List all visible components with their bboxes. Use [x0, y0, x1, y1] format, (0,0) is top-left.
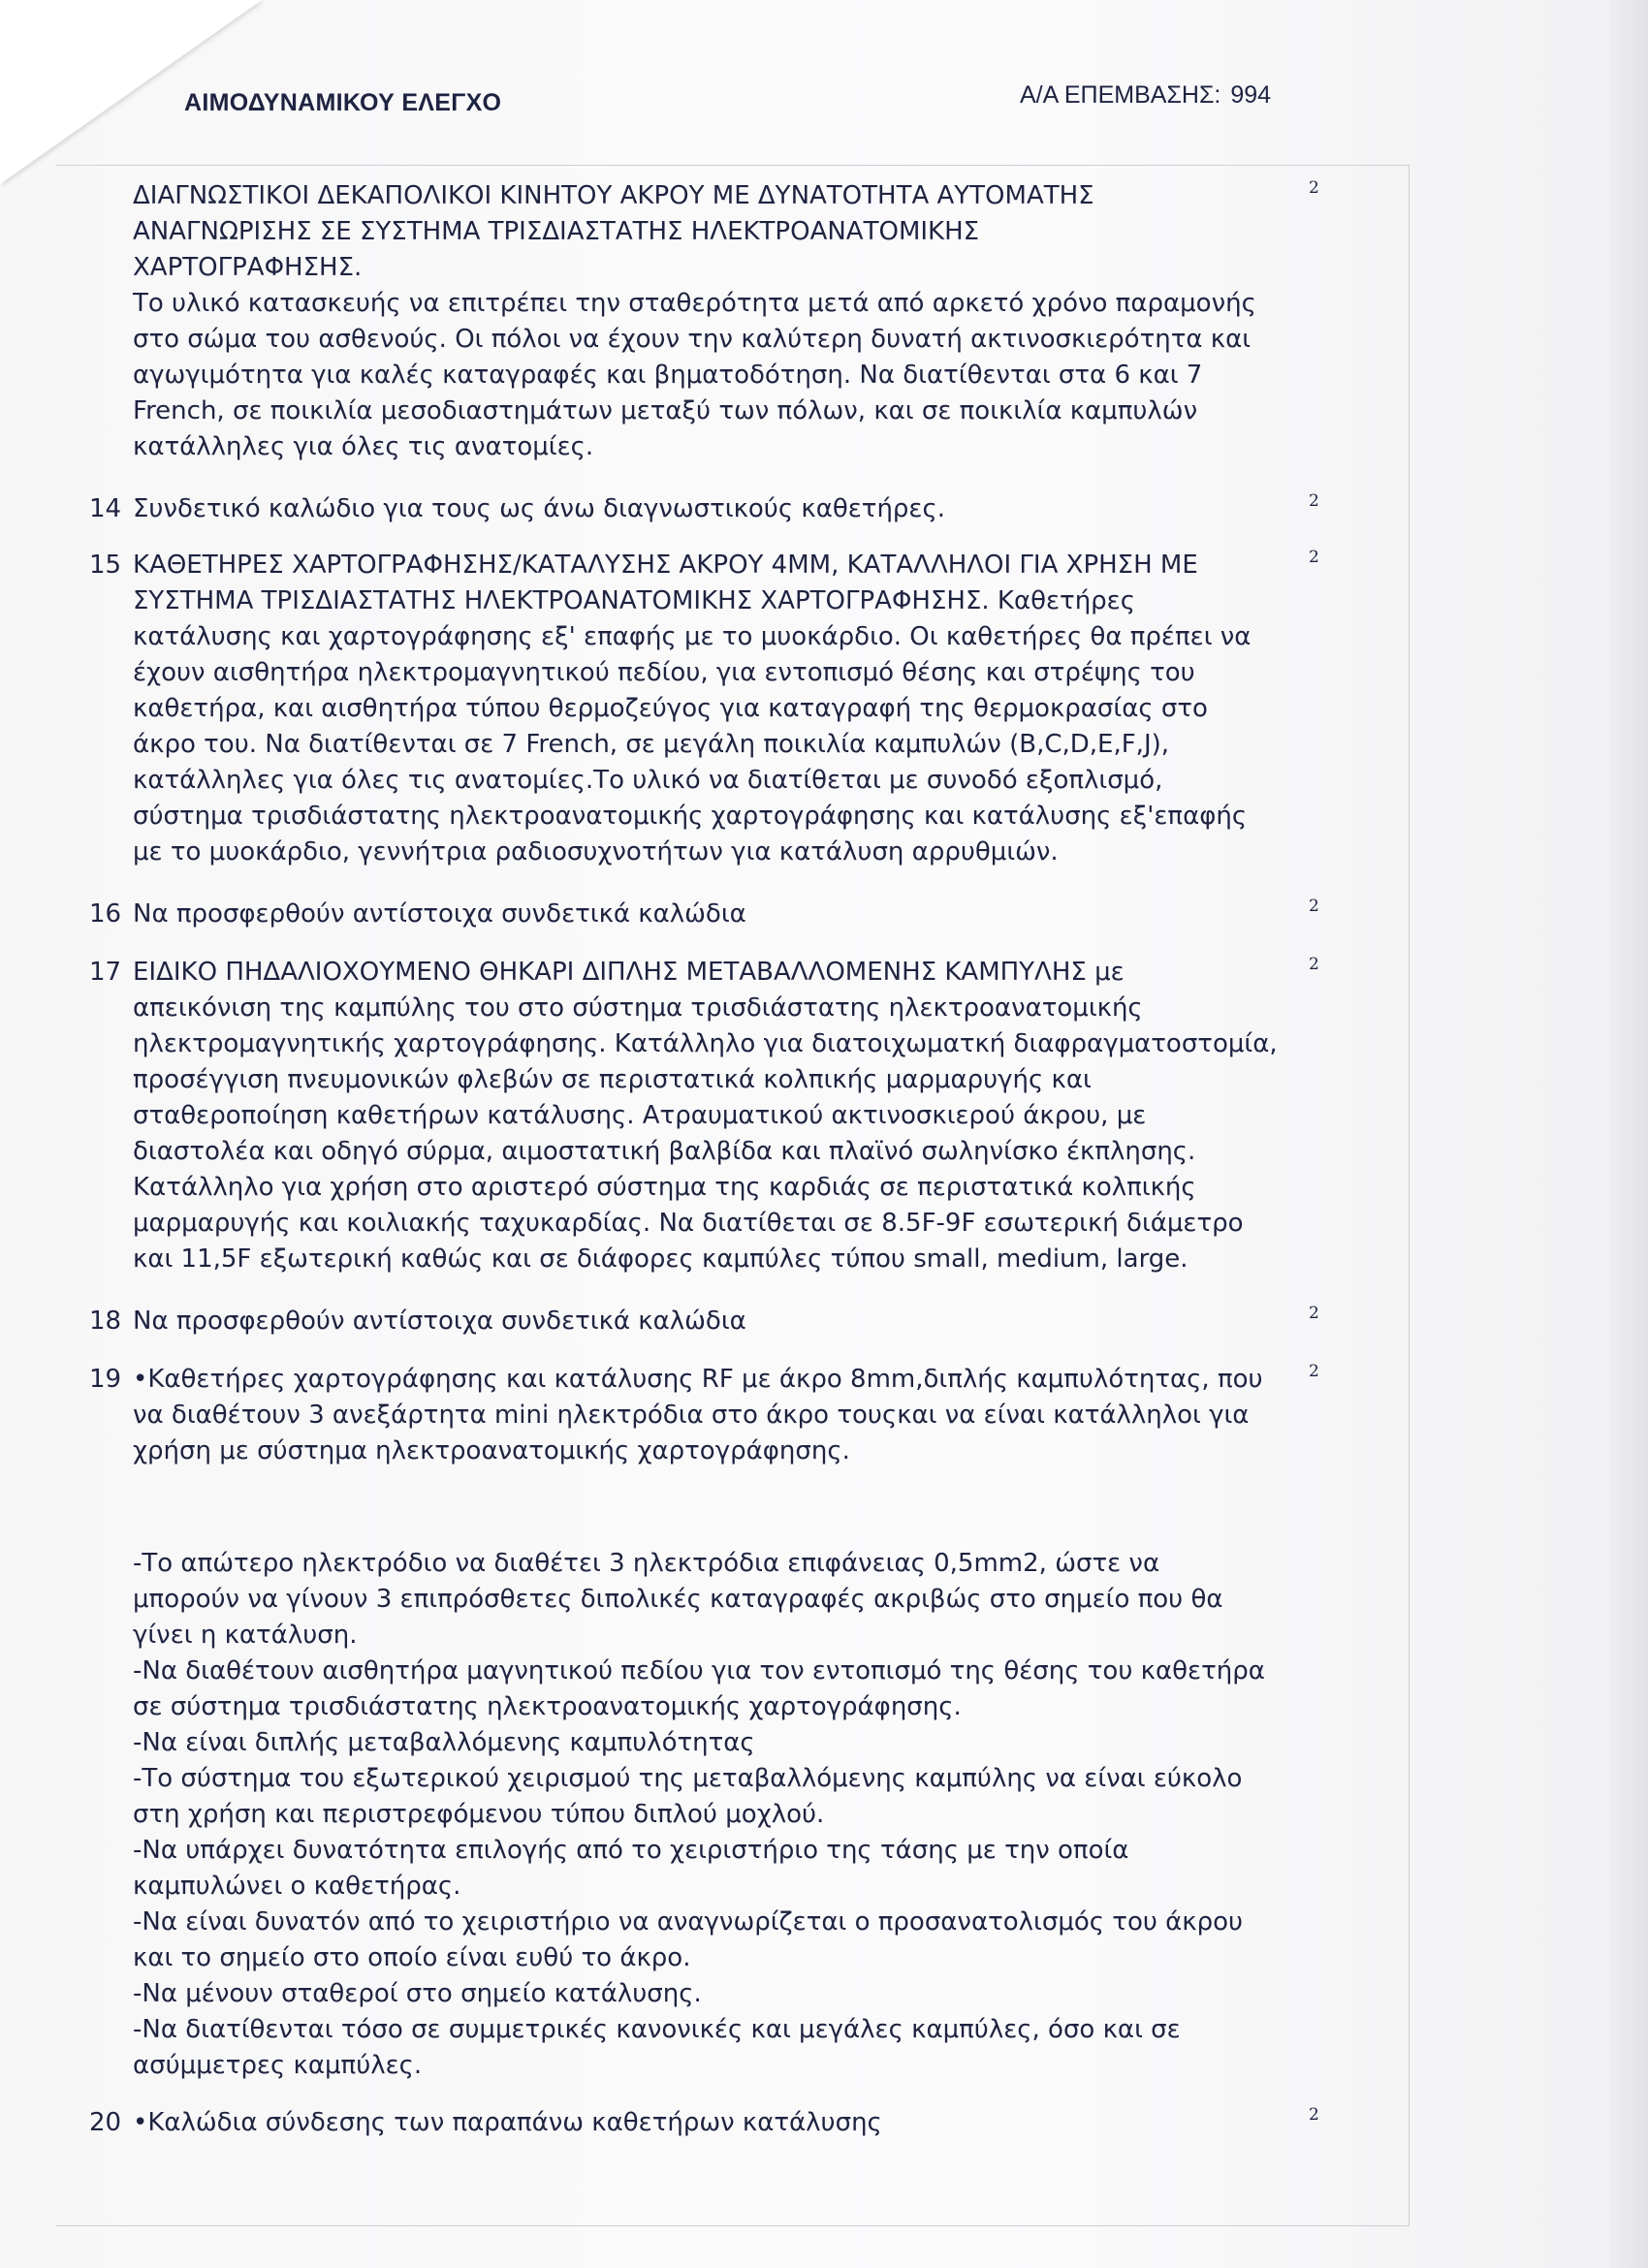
description-line: με το μυοκάρδιο, γεννήτρια ραδιοσυχνοτήτων για κατάλυση αρρυθμιών.: [133, 837, 1059, 866]
description-line: γίνει η κατάλυση.: [133, 1621, 358, 1650]
item-description: [133, 1362, 1306, 1469]
item-number: 18: [89, 1307, 122, 1336]
description-line: και το σημείο στο οποίο είναι ευθύ το άκρο.: [133, 1943, 691, 1972]
description-line: καθετήρα, και αισθητήρα τύπου θερμοζεύγος για καταγραφή της θερμοκρασίας στο: [133, 694, 1208, 723]
description-line: καμπυλώνει ο καθετήρας.: [133, 1872, 461, 1901]
item-quantity: 2: [1309, 178, 1319, 198]
description-line: -Να είναι διπλής μεταβαλλόμενης καμπυλότητας: [133, 1728, 755, 1757]
item-description: [133, 1304, 1306, 1339]
description-line: ηλεκτρομαγνητικής χαρτογράφησης. Κατάλληλο για διατοιχωματκή διαφραγματοστομία,: [133, 1029, 1278, 1058]
description-line: σε σύστημα τρισδιάστατης ηλεκτροανατομικής χαρτογράφησης.: [133, 1692, 962, 1721]
description-line: -Να μένουν σταθεροί στο σημείο κατάλυσης.: [133, 1979, 702, 2008]
item-quantity: 2: [1309, 491, 1319, 511]
item-description: [133, 955, 1306, 1277]
description-line: ΕΙΔΙΚΟ ΠΗΔΑΛΙΟΧΟΥΜΕΝΟ ΘΗΚΑΡΙ ΔΙΠΛΗΣ ΜΕΤΑΒΑΛΛΟΜΕΝΗΣ ΚΑΜΠΥΛΗΣ με: [133, 958, 1125, 987]
header-ref-value: 994: [1230, 81, 1272, 109]
description-line: αγωγιμότητα για καλές καταγραφές και βηματοδότηση. Να διατίθενται στα 6 και 7: [133, 361, 1203, 390]
description-line: σταθεροποίηση καθετήρων κατάλυσης. Ατραυματικού ακτινοσκιερού άκρου, με: [133, 1101, 1147, 1130]
description-line: -Το απώτερο ηλεκτρόδιο να διαθέτει 3 ηλεκτρόδια επιφάνειας 0,5mm2, ώστε να: [133, 1549, 1160, 1578]
item-description: [133, 178, 1306, 465]
item-number: 17: [89, 958, 122, 987]
description-line: -Να είναι δυνατόν από το χειριστήριο να αναγνωρίζεται ο προσανατολισμός του άκρου: [133, 1907, 1244, 1937]
item-quantity: 2: [1309, 1304, 1319, 1323]
description-line: ΑΝΑΓΝΩΡΙΣΗΣ ΣΕ ΣΥΣΤΗΜΑ ΤΡΙΣΔΙΑΣΤΑΤΗΣ ΗΛΕΚΤΡΟΑΝΑΤΟΜΙΚΗΣ: [133, 217, 980, 246]
item-number: 14: [89, 494, 122, 523]
item-quantity: 2: [1309, 1362, 1319, 1381]
item-number: 20: [89, 2108, 122, 2137]
description-line: προσέγγιση πνευμονικών φλεβών σε περιστατικά κολπικής μαρμαρυγής και: [133, 1065, 1092, 1094]
header-ref: [1020, 81, 1271, 110]
description-line: ΣΥΣΤΗΜΑ ΤΡΙΣΔΙΑΣΤΑΤΗΣ ΗΛΕΚΤΡΟΑΝΑΤΟΜΙΚΗΣ ΧΑΡΤΟΓΡΑΦΗΣΗΣ. Καθετήρες: [133, 586, 1135, 615]
description-line: κατάλληλες για όλες τις ανατομίες.: [133, 432, 594, 461]
item-quantity: 2: [1309, 897, 1319, 916]
description-line: σύστημα τρισδιάστατης ηλεκτροανατομικής χαρτογράφησης και κατάλυσης εξ'επαφής: [133, 802, 1248, 831]
description-line: Να προσφερθούν αντίστοιχα συνδετικά καλώδια: [133, 899, 746, 929]
description-line: κατάλυσης και χαρτογράφησης εξ' επαφής με το μυοκάρδιο. Οι καθετήρες θα πρέπει να: [133, 622, 1252, 651]
description-line: κατάλληλες για όλες τις ανατομίες.Το υλικό να διατίθεται με συνοδό εξοπλισμό,: [133, 766, 1163, 795]
description-line: French, σε ποικιλία μεσοδιαστημάτων μεταξύ των πόλων, και σε ποικιλία καμπυλών: [133, 396, 1198, 425]
description-line: και 11,5F εξωτερική καθώς και σε διάφορες καμπύλες τύπου small, medium, large.: [133, 1244, 1188, 1274]
item-description: [133, 897, 1306, 932]
description-line: χρήση με σύστημα ηλεκτροανατομικής χαρτογράφησης.: [133, 1436, 850, 1465]
description-line: -Να διατίθενται τόσο σε συμμετρικές κανονικές και μεγάλες καμπύλες, όσο και σε: [133, 2015, 1181, 2044]
description-line: Κατάλληλο για χρήση στο αριστερό σύστημα της καρδιάς σε περιστατικά κολπικής: [133, 1173, 1196, 1202]
description-line: να διαθέτουν 3 ανεξάρτητα mini ηλεκτρόδια στο άκρο τουςκαι να είναι κατάλληλοι για: [133, 1401, 1250, 1430]
header-ref-label: Α/Α ΕΠΕΜΒΑΣΗΣ:: [1020, 81, 1221, 109]
description-line: άκρο του. Να διατίθενται σε 7 French, σε μεγάλη ποικιλία καμπυλών (B,C,D,E,F,J),: [133, 730, 1170, 759]
item-quantity: 2: [1309, 548, 1319, 567]
item-description: [133, 491, 1306, 527]
description-line: -Να υπάρχει δυνατότητα επιλογής από το χειριστήριο της τάσης με την οποία: [133, 1836, 1129, 1865]
description-line: στη χρήση και περιστρεφόμενου τύπου διπλού μοχλού.: [133, 1800, 825, 1829]
description-line: Συνδετικό καλώδιο για τους ως άνω διαγνωστικούς καθετήρες.: [133, 494, 946, 523]
description-line: •Καλώδια σύνδεσης των παραπάνω καθετήρων κατάλυσης: [133, 2108, 882, 2137]
description-line: ασύμμετρες καμπύλες.: [133, 2051, 423, 2080]
item-description: [133, 1546, 1306, 2084]
description-line: ΧΑΡΤΟΓΡΑΦΗΣΗΣ.: [133, 253, 363, 282]
description-line: -Το σύστημα του εξωτερικού χειρισμού της μεταβαλλόμενης καμπύλης να είναι εύκολο: [133, 1764, 1243, 1793]
description-line: Να προσφερθούν αντίστοιχα συνδετικά καλώδια: [133, 1307, 746, 1336]
description-line: •Καθετήρες χαρτογράφησης και κατάλυσης RF με άκρο 8mm,διπλής καμπυλότητας, που: [133, 1365, 1263, 1394]
item-quantity: 2: [1309, 2105, 1319, 2125]
description-line: μπορούν να γίνουν 3 επιπρόσθετες διπολικές καταγραφές ακριβώς στο σημείο που θα: [133, 1585, 1223, 1614]
item-description: [133, 2105, 1306, 2141]
description-line: μαρμαρυγής και κοιλιακής ταχυκαρδίας. Να διατίθεται σε 8.5F-9F εσωτερική διάμετρο: [133, 1209, 1244, 1238]
item-quantity: 2: [1309, 955, 1319, 974]
description-line: στο σώμα του ασθενούς. Οι πόλοι να έχουν την καλύτερη δυνατή ακτινοσκιερότητα και: [133, 325, 1252, 354]
item-number: 19: [89, 1365, 122, 1394]
description-line: διαστολέα και οδηγό σύρμα, αιμοστατική βαλβίδα και πλαϊνό σωληνίσκο έκπλησης.: [133, 1137, 1196, 1166]
description-line: ΔΙΑΓΝΩΣΤΙΚΟΙ ΔΕΚΑΠΟΛΙΚΟΙ ΚΙΝΗΤΟΥ ΑΚΡΟΥ ΜΕ ΔΥΝΑΤΟΤΗΤΑ ΑΥΤΟΜΑΤΗΣ: [133, 181, 1094, 210]
description-line: έχουν αισθητήρα ηλεκτρομαγνητικού πεδίου, για εντοπισμό θέσης και στρέψης του: [133, 658, 1195, 687]
description-line: απεικόνιση της καμπύλης του στο σύστημα τρισδιάστατης ηλεκτροανατομικής: [133, 993, 1143, 1023]
description-line: Το υλικό κατασκευής να επιτρέπει την σταθερότητα μετά από αρκετό χρόνο παραμονής: [133, 289, 1256, 318]
description-line: ΚΑΘΕΤΗΡΕΣ ΧΑΡΤΟΓΡΑΦΗΣΗΣ/ΚΑΤΑΛΥΣΗΣ ΑΚΡΟΥ 4ΜΜ, ΚΑΤΑΛΛΗΛΟΙ ΓΙΑ ΧΡΗΣΗ ΜΕ: [133, 551, 1198, 580]
item-number: 16: [89, 899, 122, 929]
item-description: [133, 548, 1306, 870]
item-number: 15: [89, 551, 122, 580]
header-title: ΑΙΜΟΔΥΝΑΜΙΚΟΥ ΕΛΕΓΧΟ: [184, 89, 502, 116]
description-line: -Να διαθέτουν αισθητήρα μαγνητικού πεδίου για τον εντοπισμό της θέσης του καθετήρα: [133, 1656, 1265, 1685]
page-edge-shadow: [1609, 0, 1648, 2268]
